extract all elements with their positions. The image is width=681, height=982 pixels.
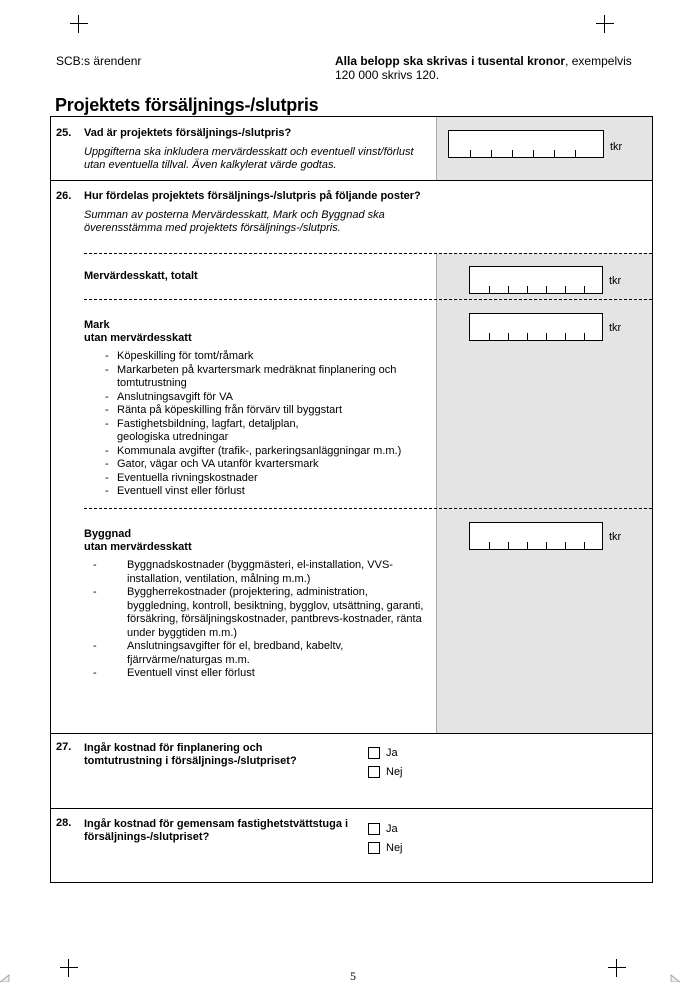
divider-dashed-1	[84, 253, 652, 254]
amount-instruction	[335, 54, 645, 82]
q25-question: Vad är projektets försäljnings-/slutpris?	[84, 127, 292, 139]
vat-unit: tkr	[609, 275, 622, 287]
building-unit: tkr	[609, 531, 622, 543]
q27-option-no[interactable]	[368, 766, 403, 778]
building-label	[84, 528, 192, 554]
q28-number: 28.	[56, 817, 72, 829]
list-item: - Anslutningsavgift för VA	[105, 391, 435, 405]
land-label-line2: utan mervärdesskatt	[84, 332, 192, 344]
crop-mark-top-left	[70, 15, 88, 33]
q25-amount-field[interactable]	[448, 130, 604, 158]
building-label-line1: Byggnad	[84, 528, 132, 540]
q27-yes-checkbox[interactable]	[368, 747, 380, 759]
q28-no-label: Nej	[386, 842, 403, 854]
building-cost-list	[105, 559, 430, 681]
q27-yes-label: Ja	[386, 747, 398, 759]
land-unit: tkr	[609, 322, 622, 334]
q26-help: Summan av posterna Mervärdesskatt, Mark och Byggnad ska överensstämma med projektets försäljnings-/slutpris.	[84, 209, 385, 234]
amount-instruction-rest: , exempelvis 120 000 skrivs 120.	[335, 54, 632, 82]
divider-q25-q26	[51, 180, 652, 181]
q25-help: Uppgifterna ska inkludera mervärdesskatt och eventuell vinst/förlust utan eventuella tillval. Även kalkylerat värde godtas.	[84, 146, 414, 171]
divider-q27-q28	[51, 808, 652, 809]
page-number: 5	[350, 969, 356, 982]
land-amount-field[interactable]	[469, 313, 603, 341]
list-item: - Ränta på köpeskilling från förvärv till byggstart	[105, 404, 435, 418]
list-item: - Eventuell vinst eller förlust	[105, 667, 430, 681]
amount-instruction-bold: Alla belopp ska skrivas i tusental kronor	[335, 54, 566, 68]
q27-question: Ingår kostnad för finplanering och tomtutrustning i försäljnings-/slutpriset?	[84, 742, 297, 767]
divider-q26-q27	[51, 733, 652, 734]
list-item: - Anslutningsavgifter för el, bredband, kabeltv, fjärrvärme/naturgas m.m.	[105, 640, 380, 667]
q28-option-yes[interactable]	[368, 823, 398, 835]
crop-mark-top-right	[596, 15, 614, 33]
q27-option-yes[interactable]	[368, 747, 398, 759]
q28-no-checkbox[interactable]	[368, 842, 380, 854]
list-item: - Markarbeten på kvartersmark medräknat finplanering och tomtutrustning	[105, 364, 435, 391]
list-item: - Eventuella rivningskostnader	[105, 472, 435, 486]
section-title: Projektets försäljnings-/slutpris	[55, 95, 319, 115]
building-amount-field[interactable]	[469, 522, 603, 550]
list-item: - Byggherrekostnader (projektering, administration, byggledning, kontroll, besiktning, bygglov, utsättning, garanti, försäkring, försäljningskostnader, pantbrevs-kostnader, ränta under byggtiden m.m.)	[105, 586, 430, 640]
q28-question: Ingår kostnad för gemensam fastighetstvättstuga i försäljnings-/slutpriset?	[84, 818, 349, 843]
q27-no-checkbox[interactable]	[368, 766, 380, 778]
land-cost-list	[105, 350, 435, 499]
list-item: - Gator, vägar och VA utanför kvartersmark	[105, 458, 435, 472]
q25-number: 25.	[56, 127, 72, 139]
q26-question: Hur fördelas projektets försäljnings-/slutpris på följande poster?	[84, 190, 421, 202]
q27-number: 27.	[56, 741, 72, 753]
land-label-line1: Mark	[84, 319, 110, 331]
crop-mark-bottom-right	[608, 959, 626, 977]
divider-dashed-2	[84, 299, 652, 300]
list-item: - Eventuell vinst eller förlust	[105, 485, 435, 499]
list-item: - Fastighetsbildning, lagfart, detaljplan, geologiska utredningar	[105, 418, 325, 445]
building-label-line2: utan mervärdesskatt	[84, 541, 192, 553]
list-item: - Byggnadskostnader (byggmästeri, el-installation, VVS-installation, ventilation, målning m.m.)	[105, 559, 430, 586]
form-box	[50, 116, 653, 883]
q28-option-no[interactable]	[368, 842, 403, 854]
divider-dashed-3	[84, 508, 652, 509]
q26-number: 26.	[56, 190, 72, 202]
list-item: - Kommunala avgifter (trafik-, parkeringsanläggningar m.m.)	[105, 445, 435, 459]
land-label	[84, 319, 192, 345]
crop-mark-bottom-left	[60, 959, 78, 977]
corner-fold-right-icon	[670, 972, 680, 982]
scb-case-number-label: SCB:s ärendenr	[56, 54, 142, 68]
vat-label: Mervärdesskatt, totalt	[84, 270, 198, 282]
q25-unit: tkr	[610, 141, 623, 153]
q28-yes-checkbox[interactable]	[368, 823, 380, 835]
corner-fold-left-icon	[0, 972, 10, 982]
list-item: - Köpeskilling för tomt/råmark	[105, 350, 435, 364]
q27-no-label: Nej	[386, 766, 403, 778]
q28-yes-label: Ja	[386, 823, 398, 835]
vat-amount-field[interactable]	[469, 266, 603, 294]
